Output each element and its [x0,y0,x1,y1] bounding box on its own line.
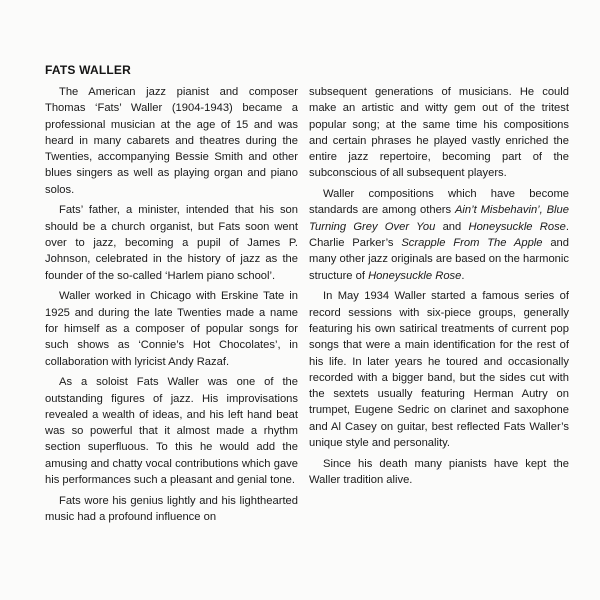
paragraph: Since his death many pianists have kept the Waller tradition alive. [309,457,569,486]
text-run: . [461,269,465,282]
left-column [45,84,298,530]
page-title: FATS WALLER [45,63,131,77]
text-run: Waller compositions which have become standards are among others [309,188,569,217]
paragraph [309,186,569,284]
paragraph: Fats’ father, a minister, intended that his son should be a church organist, but Fats soon went over to jazz, becoming a pupil of James P. Johnson, celebrated in the history of jazz as the founder of the so-called ‘Harlem piano school’. [45,204,298,282]
song-title: Scrapple From The Apple [401,237,543,250]
text-run: . Charlie Parker’s [309,220,569,250]
song-title: Ain’t Misbehavin’, Blue Turning Grey Over You [309,204,569,233]
paragraph: Waller worked in Chicago with Erskine Tate in 1925 and during the late Twenties made a name for himself as a composer of popular songs for such shows as ‘Connie’s Hot Chocolates’, in collaboration with lyricist Andy Razaf. [45,290,298,368]
paragraph: Fats wore his genius lightly and his lighthearted music had a profound influence on [45,494,298,523]
text-run: and many other jazz originals are based on the harmonic structure of [309,237,569,282]
song-title: Honeysuckle Rose [468,220,566,233]
text-run: and [435,220,469,233]
paragraph: The American jazz pianist and composer Thomas ‘Fats’ Waller (1904-1943) became a professional musician at the age of 15 and was heard in many cabarets and theatres during the Twenties, accompanying Bessie Smith and other blues singers as well as playing organ and piano solos. [45,86,298,196]
paragraph: As a soloist Fats Waller was one of the outstanding figures of jazz. His improvisations revealed a wealth of ideas, and his left hand beat was so powerful that it almost made a rhythm section superfluous. To this he would add the amusing and chatty vocal contributions which gave his performances such a pleasant and genial tone. [45,376,298,486]
right-column [309,84,569,493]
song-title: Honeysuckle Rose [368,269,462,282]
paragraph: In May 1934 Waller started a famous series of record sessions with six-piece groups, generally featuring his own satirical treatments of current pop songs that were a main identification for the rest of his life. In later years he toured and occasionally recorded with a bigger band, but the sides cut with the sextets usually featuring Herman Autry on trumpet, Eugene Sedric on clarinet and saxophone and Al Casey on guitar, best reflected Fats Waller’s unique style and personality. [309,290,569,450]
paragraph: subsequent generations of musicians. He could make an artistic and witty gem out of the tritest popular song; at the same time his compositions and certain phrases he played vastly enriched the entire jazz repertoire, becoming part of the subconscious of all subsequent players. [309,86,569,180]
